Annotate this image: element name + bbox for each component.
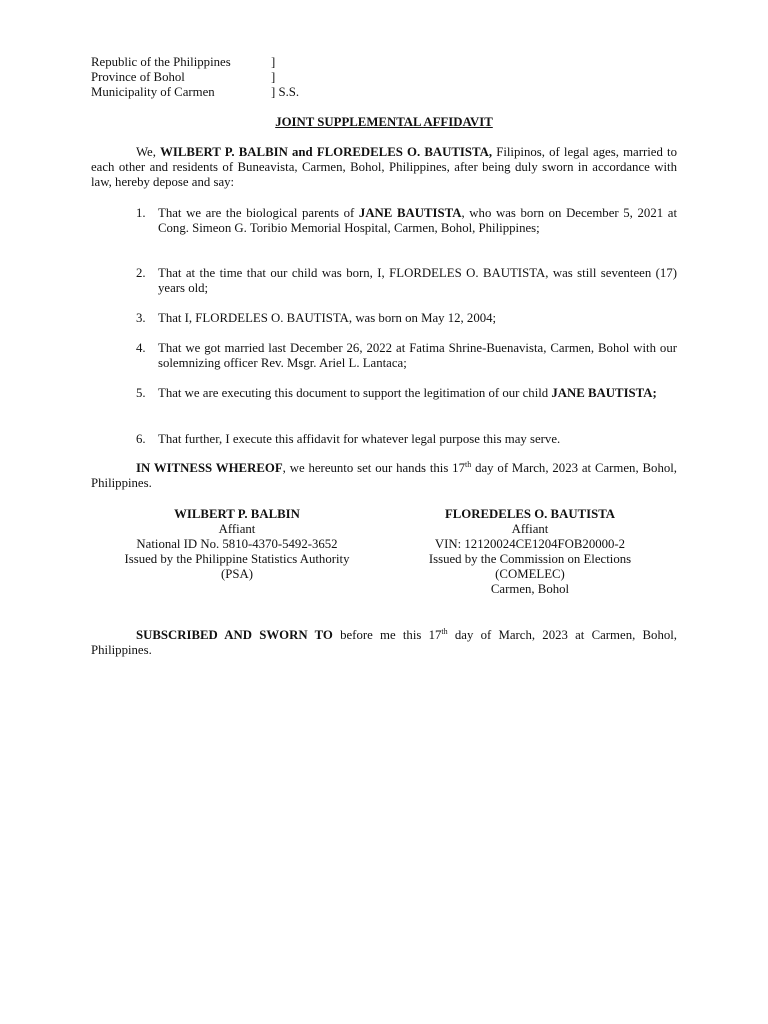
item-text: That further, I execute this affidavit for whatever legal purpose this may serve. (158, 432, 561, 446)
signatory-id: VIN: 12120024CE1204FOB20000-2 (434, 537, 626, 551)
signatory-place: Carmen, Bohol (490, 582, 570, 596)
item-text: That we got married last December 26, 2022 at Fatima Shrine-Buenavista, Carmen, Bohol with our solemnizing officer Rev. Msgr. Ariel L. Lantaca; (158, 341, 677, 370)
item-number: 5. (136, 386, 146, 400)
list-item (136, 311, 677, 326)
ordinal-suffix: th (464, 460, 472, 469)
witness-heading: IN WITNESS WHEREOF (136, 461, 283, 475)
item-text-rest: , who was born on December 5, 2021 at Cong. Simeon G. Toribio Memorial Hospital, Carmen, Bohol, Philippines; (158, 206, 677, 235)
venue-line (91, 55, 391, 70)
list-item (136, 206, 677, 236)
item-number: 6. (136, 432, 146, 446)
item-text: That I, FLORDELES O. BAUTISTA, was born on May 12, 2004; (158, 311, 497, 325)
signatory-role: Affiant (218, 522, 256, 536)
venue-country: Republic of the Philippines (91, 55, 231, 69)
witness-text: , we hereunto set our hands this 17 (282, 461, 465, 475)
signatory-issuer: Issued by the Commission on Elections (428, 552, 632, 566)
child-name: JANE BAUTISTA (358, 206, 462, 220)
jurat-text-rest: day of March, 2023 at Carmen, Bohol, Philippines. (91, 628, 678, 657)
venue-bracket: ] (271, 70, 276, 84)
venue-caption (91, 55, 391, 100)
ordinal-suffix: th (441, 627, 448, 636)
witness-text-rest: day of March, 2023 at Carmen, Bohol, Philippines. (91, 461, 677, 490)
item-text: That we are executing this document to support the legitimation of our child (158, 386, 552, 400)
signatory-issuer-abbr: (PSA) (221, 567, 253, 581)
witness-paragraph (91, 461, 677, 491)
item-number: 3. (136, 311, 146, 325)
signatory-id: National ID No. 5810-4370-5492-3652 (136, 537, 338, 551)
list-item (136, 266, 677, 296)
signatory-issuer: Issued by the Philippine Statistics Authority (124, 552, 350, 566)
intro-prefix: We, (136, 145, 161, 159)
venue-line (91, 85, 391, 100)
intro-rest: Filipinos, of legal ages, married to each other and residents of Buneavista, Carmen, Bohol, Philippines, after being duly sworn in accordance with law, hereby depose and say: (91, 145, 677, 189)
child-name: JANE BAUTISTA; (551, 386, 657, 400)
item-text: That at the time that our child was born, I, FLORDELES O. BAUTISTA, was still seventeen (17) years old; (158, 266, 677, 295)
item-number: 1. (136, 206, 146, 220)
signatory-name: FLOREDELES O. BAUTISTA (444, 507, 616, 521)
jurat-paragraph (91, 628, 677, 658)
item-number: 2. (136, 266, 146, 280)
jurat-text: before me this 17 (332, 628, 442, 642)
document-title: JOINT SUPPLEMENTAL AFFIDAVIT (275, 115, 493, 129)
intro-paragraph (91, 145, 677, 190)
affiant-names: WILBERT P. BALBIN and FLOREDELES O. BAUTISTA, (160, 145, 493, 159)
item-number: 4. (136, 341, 146, 355)
venue-municipality: Municipality of Carmen (91, 85, 215, 99)
signature-block-left (97, 507, 377, 582)
venue-line (91, 70, 391, 85)
venue-bracket-ss: ] S.S. (271, 85, 300, 99)
list-item (136, 341, 677, 371)
signatory-issuer-abbr: (COMELEC) (495, 567, 565, 581)
list-item (136, 386, 677, 401)
venue-province: Province of Bohol (91, 70, 185, 84)
item-text: That we are the biological parents of (158, 206, 359, 220)
signatory-name: WILBERT P. BALBIN (174, 507, 300, 521)
jurat-heading: SUBSCRIBED AND SWORN TO (136, 628, 333, 642)
signature-block-right (390, 507, 670, 597)
signatory-role: Affiant (511, 522, 549, 536)
venue-bracket: ] (271, 55, 276, 69)
list-item (136, 432, 677, 447)
